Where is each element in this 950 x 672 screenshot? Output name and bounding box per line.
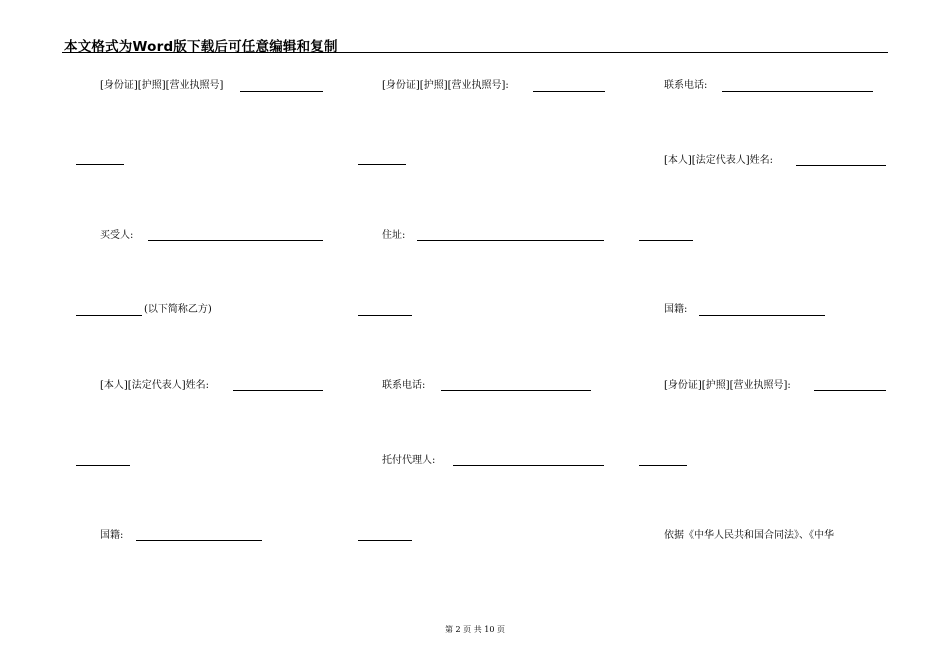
col2-blank-row2 bbox=[358, 164, 406, 165]
header-divider bbox=[62, 52, 888, 53]
col1-nationality-label: 国籍: bbox=[100, 530, 124, 541]
col2-phone-blank bbox=[441, 390, 591, 391]
col2-agent-label: 托付代理人: bbox=[382, 455, 436, 466]
col3-nationality-blank bbox=[699, 315, 825, 316]
col2-agent-blank bbox=[453, 465, 604, 466]
col1-blank-row6 bbox=[76, 465, 130, 466]
col3-id-blank bbox=[814, 390, 886, 391]
col2-blank-row7 bbox=[358, 540, 412, 541]
col2-address-blank bbox=[417, 240, 604, 241]
col3-blank-row6 bbox=[639, 465, 687, 466]
col1-nationality-blank bbox=[136, 540, 262, 541]
col2-address-label: 住址: bbox=[382, 230, 406, 241]
col3-rep-name-blank bbox=[796, 165, 886, 166]
col1-buyer-blank bbox=[148, 240, 323, 241]
col3-phone-label: 联系电话: bbox=[664, 80, 708, 91]
col1-rep-name-blank bbox=[233, 390, 323, 391]
col3-nationality-label: 国籍: bbox=[664, 304, 688, 315]
col1-blank-row2 bbox=[76, 164, 124, 165]
page-number-footer: 第 2 页 共 10 页 bbox=[445, 625, 505, 634]
col1-id-blank bbox=[240, 91, 323, 92]
col3-id-label: [身份证][护照][营业执照号]: bbox=[664, 380, 791, 391]
col1-id-label: [身份证][护照][营业执照号] bbox=[100, 80, 224, 91]
col3-blank-row3 bbox=[639, 240, 693, 241]
col2-blank-row4 bbox=[358, 315, 412, 316]
col1-abbrev-blank bbox=[76, 315, 142, 316]
col1-buyer-label: 买受人: bbox=[100, 230, 134, 241]
col2-id-blank bbox=[533, 91, 605, 92]
col2-id-label: [身份证][护照][营业执照号]: bbox=[382, 80, 509, 91]
col3-basis-text: 依据《中华人民共和国合同法》、《中华 bbox=[664, 530, 834, 541]
col1-rep-name-label: [本人][法定代表人]姓名: bbox=[100, 380, 209, 391]
document-header-title: 本文格式为Word版下载后可任意编辑和复制 bbox=[64, 39, 338, 55]
col2-phone-label: 联系电话: bbox=[382, 380, 426, 391]
col3-rep-name-label: [本人][法定代表人]姓名: bbox=[664, 155, 773, 166]
col1-abbrev-label: (以下简称乙方) bbox=[144, 304, 212, 315]
col3-phone-blank bbox=[722, 91, 873, 92]
